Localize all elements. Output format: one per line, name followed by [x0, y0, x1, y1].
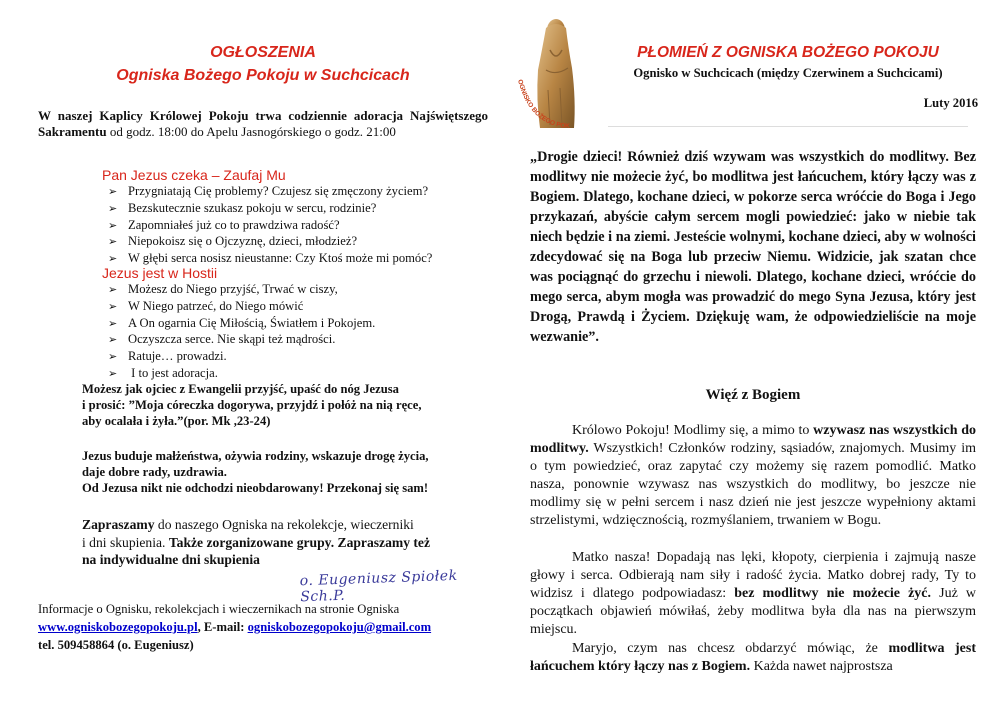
list-item: ➢ W Niego patrzeć, do Niego mówić — [108, 299, 375, 316]
arrow-bullet-icon: ➢ — [108, 253, 118, 266]
arrow-bullet-icon: ➢ — [108, 236, 118, 249]
divider — [608, 126, 968, 127]
arrow-bullet-icon: ➢ — [108, 219, 118, 232]
arrow-bullet-icon: ➢ — [108, 202, 118, 215]
list-item: ➢ Przygniatają Cię problemy? Czujesz się zmęczony życiem? — [108, 184, 432, 201]
adoration-rest: od godz. 18:00 do Apelu Jasnogórskiego o godz. 21:00 — [106, 124, 396, 139]
adoration-bold: W naszej Kaplicy Królowej Pokoju trwa codziennie adoracja Najświętszego Sakramentu — [38, 108, 488, 139]
jesus-builds-marriages: Jezus buduje małżeństwa, ożywia rodziny, wskazuje drogę życia, daje dobre rady, uzdrawia. Od Jezusa nikt nie odchodzi nieobdarowany! Przekonaj się sam! — [82, 449, 429, 495]
madonna-statue-icon — [510, 10, 600, 135]
invitation: Zapraszamy do naszego Ogniska na rekolekcje, wieczerniki i dni skupienia. Także zorganizowane grupy. Zapraszamy też na indywidualne dni skupienia — [82, 517, 430, 567]
arrow-bullet-icon: ➢ — [108, 334, 118, 347]
heading-jesus-in-host: Jezus jest w Hostii — [102, 265, 218, 281]
left-page — [38, 0, 488, 702]
list-item: ➢ I to jest adoracja. — [108, 366, 375, 383]
phone-line: tel. 509458864 (o. Eugeniusz) — [38, 638, 194, 652]
marian-message: „Drogie dzieci! Również dziś wzywam was wszystkich do modlitwy. Bez modlitwy nie możecie żyć, bo modlitwa jest łańcuchem, który łączy was z Bogiem. Dlatego, kochane dzieci, w pokorze serca wróćcie do Boga i Jego przykazań, abyście całym sercem mogli powiedzieć: jako w niebie tak niech będzie i na ziemi. Jesteście wolnymi, kochane dzieci, aby w wolności zdecydować się na Boga lub przeciw Niemu. Widzicie, jak szatan chce was pociągnąć do grzechu i niewoli. Dlatego, kochane dzieci, wróćcie do mego serca, abym mogła was prowadzić do mego Syna Jezusa, który jest Drogą, Prawdą i Życiem. Dziękuję wam, że odpowiedzieliście na moje wezwanie”. — [530, 149, 976, 345]
list-item: ➢ A On ogarnia Cię Miłością, Światłem i Pokojem. — [108, 316, 375, 333]
announcements-title: OGŁOSZENIA — [210, 44, 316, 61]
list-item: ➢ Oczyszcza serce. Nie skąpi też mądrości. — [108, 332, 375, 349]
announcements-subtitle: Ogniska Bożego Pokoju w Suchcicach — [116, 67, 410, 84]
website-link[interactable]: www.ogniskobozegopokoju.pl — [38, 620, 198, 634]
paragraph-3: Maryjo, czym nas chcesz obdarzyć mówiąc, że modlitwa jest łańcuchem który łączy nas z Bogiem. Każda nawet najprostsza — [530, 641, 976, 675]
paragraph-2: Matko nasza! Dopadają nas lęki, kłopoty, cierpienia i zajmują nasze głowy i serca. Odbierają nam siły i radość życia. Matko dobrej rady, Ty to widzisz i dlatego podpowiadasz: bez modlitwy nie możecie żyć. Już w początkach objawień mówiłaś, żeby modlitwa była dla nas na pierwszym miejscu. — [530, 550, 976, 638]
arrow-bullet-icon: ➢ — [108, 300, 118, 313]
list-item: ➢ Ratuje… prowadzi. — [108, 349, 375, 366]
newsletter-title: PŁOMIEŃ Z OGNISKA BOŻEGO POKOJU — [637, 44, 939, 61]
section-title: Więź z Bogiem — [705, 387, 801, 403]
list-item: ➢ Niepokoisz się o Ojczyznę, dzieci, młodzież? — [108, 234, 432, 251]
list-item: ➢ Zapomniałeś już co to prawdziwa radość? — [108, 218, 432, 235]
madonna-logo — [510, 10, 600, 135]
logo-arc-text: OGNISKO BOŻEGO POK — [516, 78, 571, 131]
right-page — [518, 0, 978, 702]
arrow-bullet-icon: ➢ — [108, 284, 118, 296]
gospel-quote: Możesz jak ojciec z Ewangelii przyjść, upaść do nóg Jezusa i prosić: ”Moja córeczka dogorywa, przyjdź i połóż na nią ręce, aby ocalała i żyła.”(por. Mk ,23-24) — [82, 382, 422, 428]
info-line: Informacje o Ognisku, rekolekcjach i wieczernikach na stronie Ogniska — [38, 602, 400, 616]
signature: o. Eugeniusz Spiołek Sch.P. — [299, 567, 458, 606]
issue-date: Luty 2016 — [923, 96, 978, 110]
email-link[interactable]: ogniskobozegopokoju@gmail.com — [247, 620, 432, 634]
paragraph-1: Królowo Pokoju! Modlimy się, a mimo to wzywasz nas wszystkich do modlitwy. Wszystkich! Członków rodziny, sąsiadów, znajomych. Musimy im o tym powiedzieć, oraz zapytać czy możemy się razem pomodlić. Matko nasza, ponownie wzywasz nas wszystkich do modlitwy, bo jeszcze nie modlimy się w pełni sercem i nasz dzień nie jest jeszcze wypełniony aktami strzelistymi, wdzięcznością, rozmyślaniem, trwaniem w Bogu. — [530, 423, 976, 529]
contact-line — [38, 619, 498, 635]
list-item: ➢ W głębi serca nosisz nieustanne: Czy Ktoś może mi pomóc? — [108, 251, 432, 268]
arrow-bullet-icon: ➢ — [108, 351, 118, 364]
heading-jesus-waits: Pan Jezus czeka – Zaufaj Mu — [102, 167, 286, 183]
arrow-bullet-icon: ➢ — [108, 367, 118, 380]
adoration-notice — [38, 108, 488, 140]
list-item: ➢ Możesz do Niego przyjść, Trwać w ciszy, — [108, 282, 375, 299]
arrow-bullet-icon: ➢ — [108, 317, 118, 330]
list-jesus-in-host — [108, 282, 375, 383]
newsletter-subtitle: Ognisko w Suchcicach (między Czerwinem a Suchcicami) — [633, 66, 943, 80]
list-jesus-waits — [108, 184, 432, 268]
email-label: , E-mail: — [197, 620, 248, 634]
list-item: ➢ Bezskutecznie szukasz pokoju w sercu, rodzinie? — [108, 201, 432, 218]
arrow-bullet-icon: ➢ — [108, 186, 118, 198]
